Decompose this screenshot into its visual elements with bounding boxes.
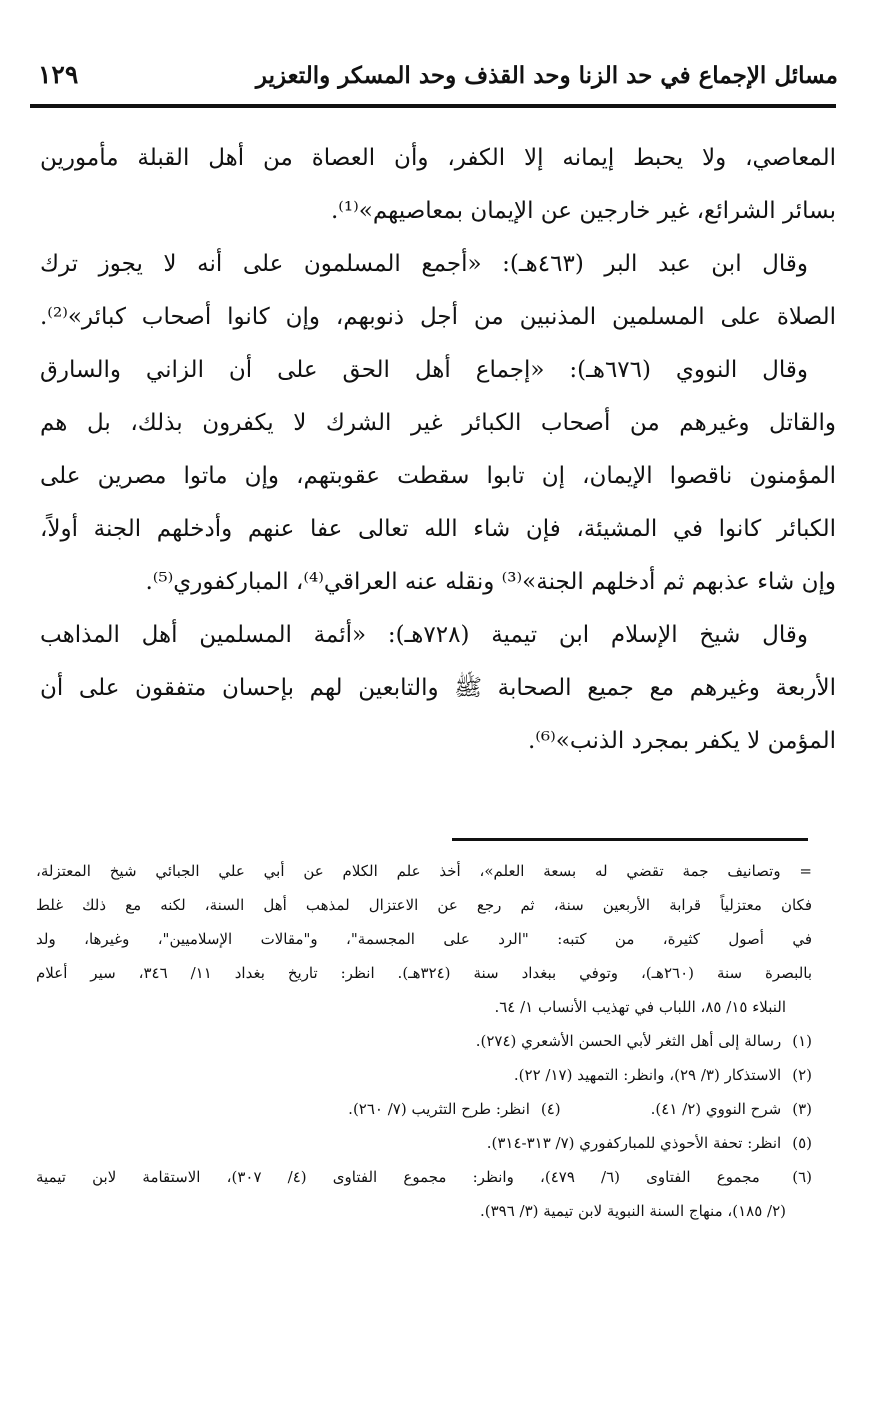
footnote-text: انظر: تحفة الأحوذي للمباركفوري (٧/ ٣١٣-٣١٤). <box>486 1134 782 1152</box>
footnotes <box>36 854 812 1228</box>
footnote-separator <box>452 838 808 841</box>
text-line: وقال شيخ الإسلام ابن تيمية (٧٢٨هـ): «أئمة المسلمين أهل المذاهب <box>40 622 808 648</box>
footnote-text: الاستذكار (٣/ ٢٩)، وانظر: التمهيد (١٧/ ٢٢). <box>513 1066 782 1084</box>
footnote-3-4-row <box>36 1092 812 1126</box>
footnote-continuation-line: بالبصرة سنة (٢٦٠هـ)، وتوفي ببغداد سنة (٣٢٤هـ). انظر: تاريخ بغداد ١١/ ٣٤٦، سير أعلام <box>36 964 812 982</box>
footnote-4 <box>348 1092 560 1126</box>
footnote-number: (٢) <box>792 1066 812 1084</box>
footnote-1 <box>36 1024 812 1058</box>
footnote-continuation-line: في أصول كثيرة، من كتبه: "الرد على المجسمة"، و"مقالات الإسلاميين"، وغيرها، ولد <box>36 930 812 948</box>
footnote-continuation-line: النبلاء ١٥/ ٨٥، اللباب في تهذيب الأنساب ١/ ٦٤. <box>494 998 786 1016</box>
footnote-number: (٣) <box>792 1100 812 1118</box>
text-line: المعاصي، ولا يحبط إيمانه إلا الكفر، وأن العصاة من أهل القبلة مأمورين <box>40 145 836 171</box>
footnote-6 <box>36 1160 812 1194</box>
footnote-continuation-line: = وتصانيف جمة تقضي له بسعة العلم»، أخذ علم الكلام عن أبي علي الجبائي شيخ المعتزلة، <box>36 862 812 880</box>
footnote-text: مجموع الفتاوى (٦/ ٤٧٩)، وانظر: مجموع الفتاوى (٤/ ٣٠٧)، الاستقامة لابن تيمية <box>36 1168 760 1186</box>
text-line: بسائر الشرائع، غير خارجين عن الإيمان بمعاصيهم»⁽¹⁾. <box>330 198 836 224</box>
footnote-text: رسالة إلى أهل الثغر لأبي الحسن الأشعري (٢٧٤). <box>475 1032 782 1050</box>
text-line: الكبائر كانوا في المشيئة، فإن شاء الله تعالى عفا عنهم وأدخلهم الجنة أولاً، <box>40 516 836 542</box>
footnote-number: (٥) <box>792 1134 812 1152</box>
footnote-text: شرح النووي (٢/ ٤١). <box>650 1100 782 1118</box>
text-line: وإن شاء عذبهم ثم أدخلهم الجنة»⁽³⁾ ونقله عنه العراقي⁽⁴⁾، المباركفوري⁽⁵⁾. <box>145 569 836 595</box>
footnote-number: (٤) <box>540 1100 561 1118</box>
footnote-6-continuation: (٢/ ١٨٥)، منهاج السنة النبوية لابن تيمية (٣/ ٣٩٦). <box>479 1202 786 1220</box>
running-title: مسائل الإجماع في حد الزنا وحد القذف وحد المسكر والتعزير <box>255 62 838 89</box>
main-text <box>40 132 836 768</box>
page-number: ١٢٩ <box>38 60 79 89</box>
footnote-2 <box>36 1058 812 1092</box>
text-line: الصلاة على المسلمين المذنبين من أجل ذنوبهم، وإن كانوا أصحاب كبائر»⁽²⁾. <box>40 304 836 330</box>
text-line: والقاتل وغيرهم من أصحاب الكبائر غير الشرك لا يكفرون بذلك، بل هم <box>40 410 836 436</box>
footnote-5 <box>36 1126 812 1160</box>
running-header <box>30 52 838 104</box>
text-line: وقال النووي (٦٧٦هـ): «إجماع أهل الحق على أن الزاني والسارق <box>40 357 808 383</box>
footnote-number: (٦) <box>792 1168 812 1186</box>
footnote-text: انظر: طرح التثريب (٧/ ٢٦٠). <box>348 1100 530 1118</box>
footnote-3 <box>651 1092 812 1126</box>
text-line: المؤمن لا يكفر بمجرد الذنب»⁽⁶⁾. <box>527 728 836 754</box>
header-rule <box>30 104 836 108</box>
text-line: المؤمنون ناقصوا الإيمان، إن تابوا سقطت عقوبتهم، وإن ماتوا مصرين على <box>40 463 836 489</box>
footnote-continuation-line: فكان معتزلياً قرابة الأربعين سنة، ثم رجع عن الاعتزال لمذهب أهل السنة، لكنه مع ذلك غلط <box>36 896 812 914</box>
text-line: الأربعة وغيرهم مع جميع الصحابة ﷺ والتابعين لهم بإحسان متفقون على أن <box>40 675 836 701</box>
footnote-number: (١) <box>792 1032 812 1050</box>
text-line: وقال ابن عبد البر (٤٦٣هـ): «أجمع المسلمون على أنه لا يجوز ترك <box>40 251 808 277</box>
